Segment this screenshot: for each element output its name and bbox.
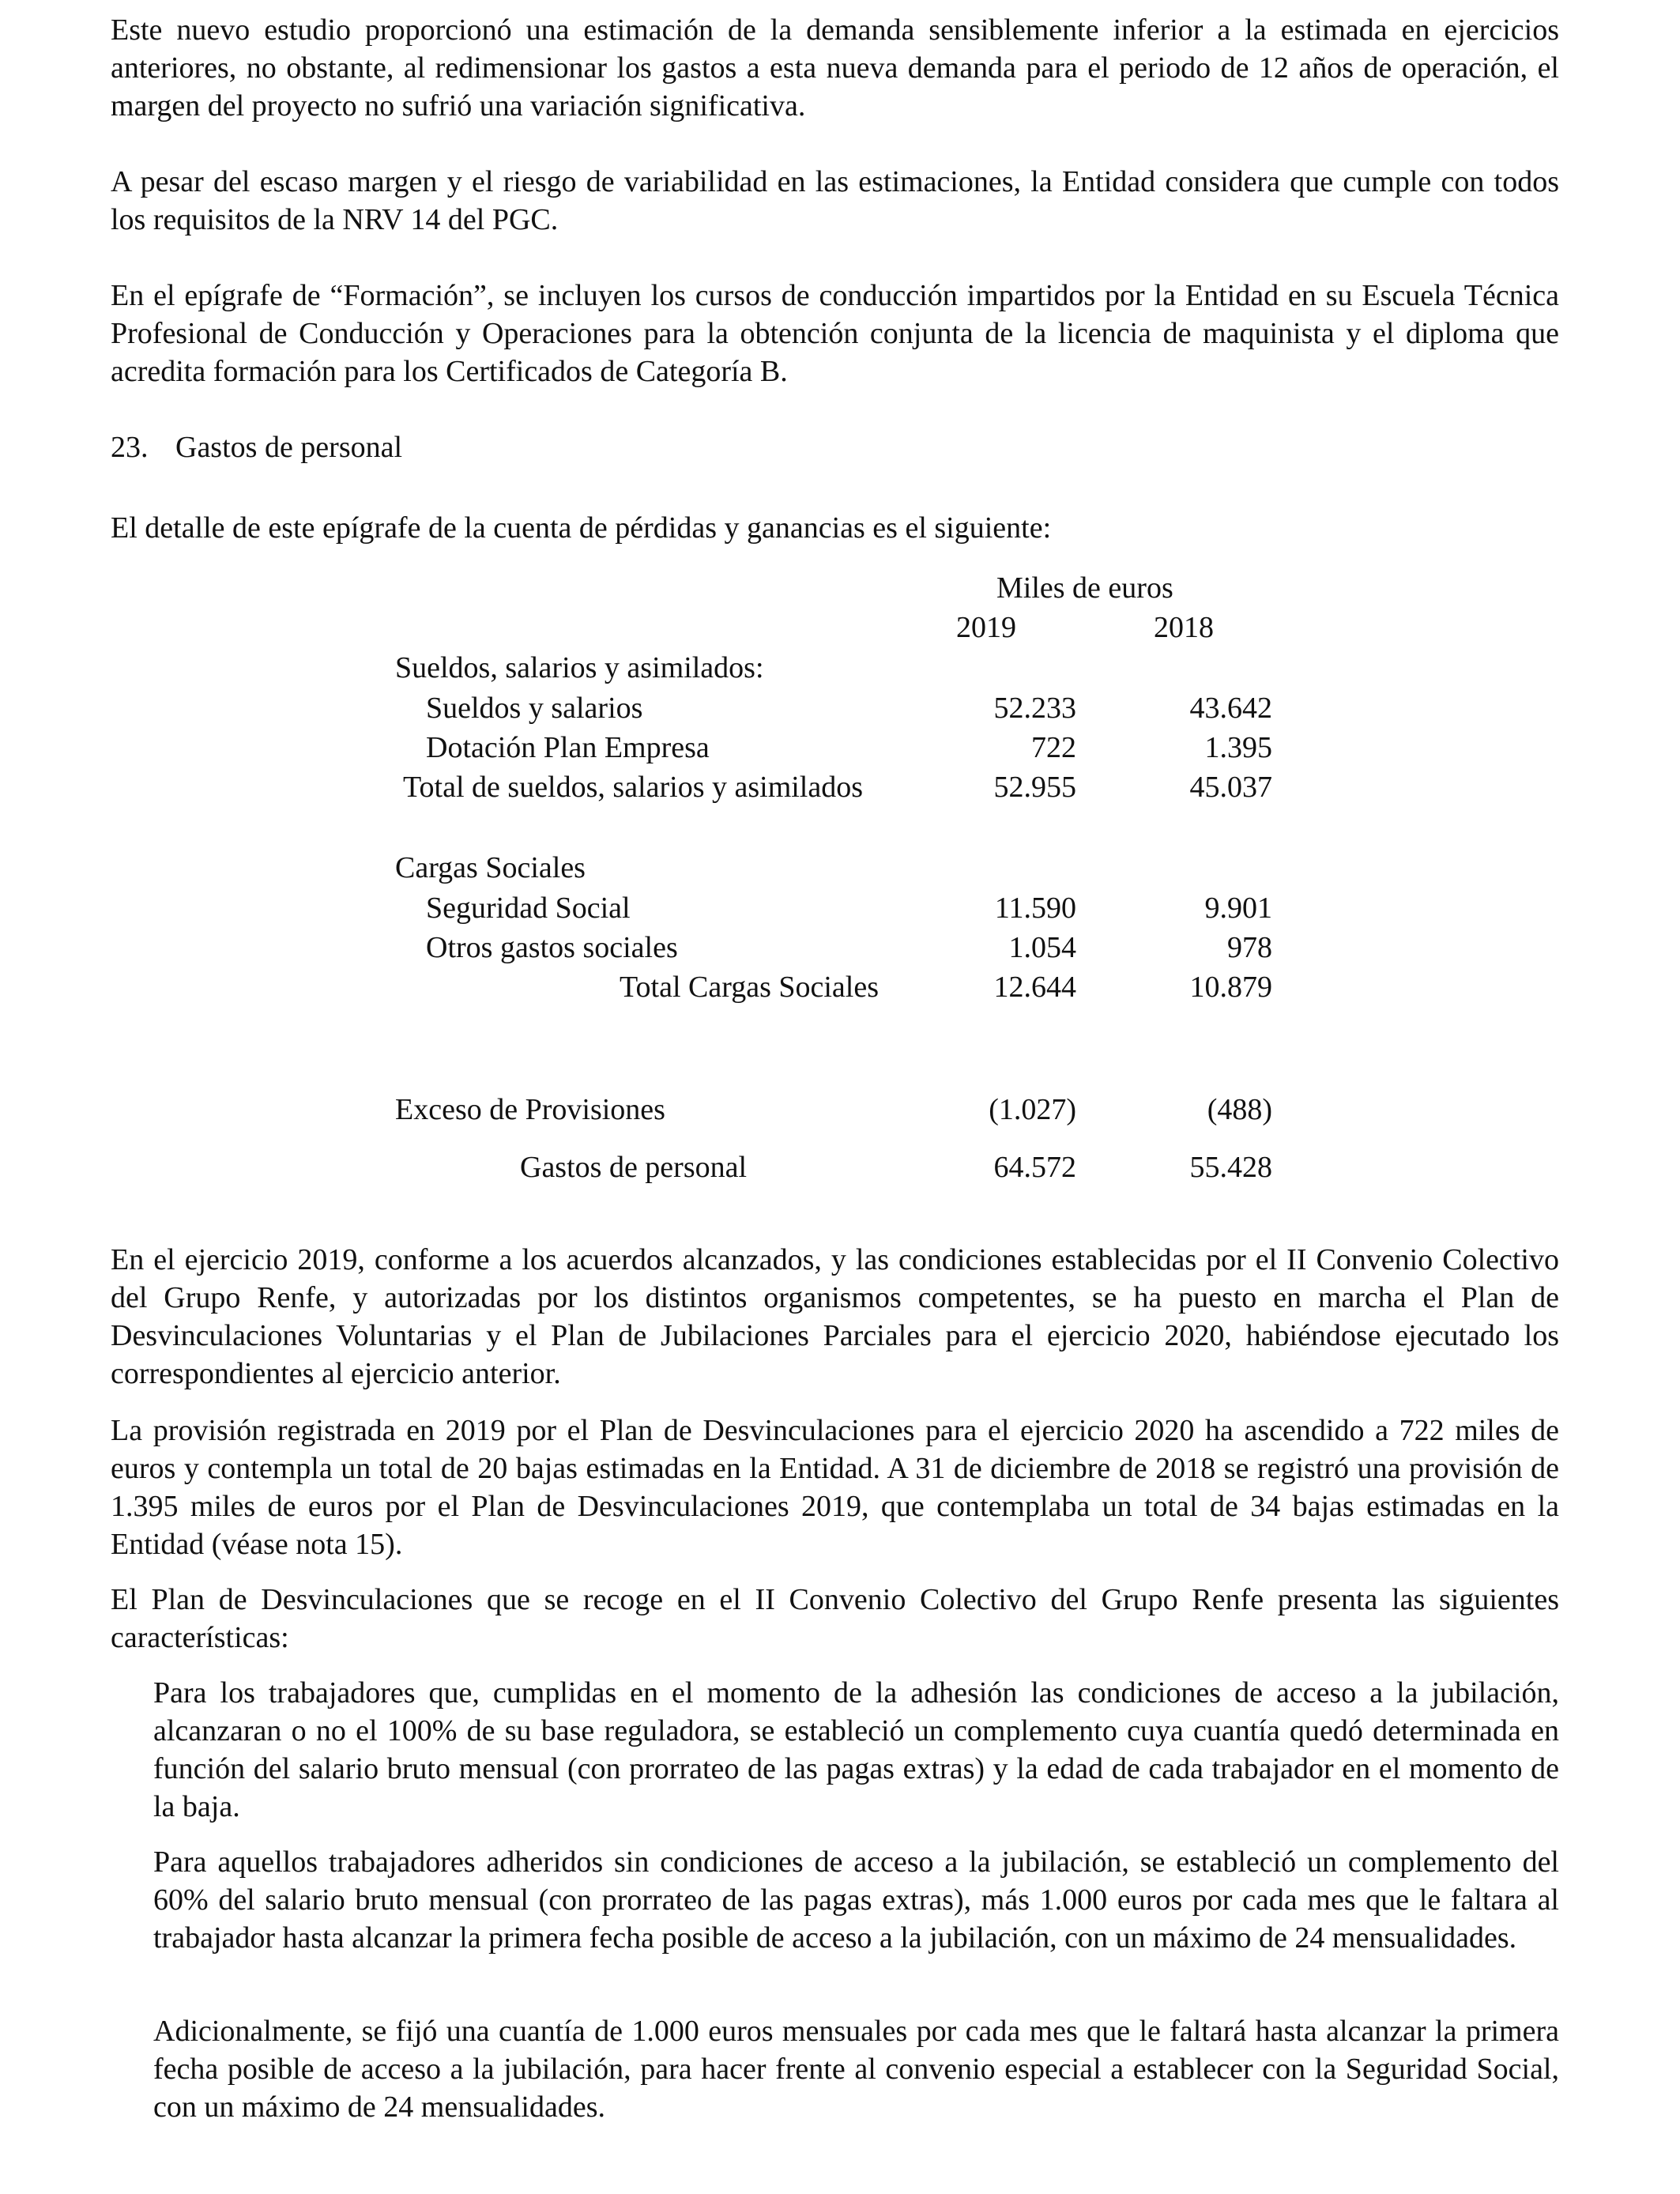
row-label-provisions: Exceso de Provisiones <box>395 1093 665 1126</box>
year-header-2019: 2019 <box>956 611 1016 644</box>
row-value-2019: 52.233 <box>993 692 1076 725</box>
row-value-2018: 9.901 <box>1204 892 1272 925</box>
row-value-2019: 52.955 <box>993 771 1076 804</box>
indented-paragraph-jubilacion: Para los trabajadores que, cumplidas en el momento de la adhesión las condiciones de acceso a la jubilación, alcanzaran o no el 100% de su base reguladora, se estableció un complemento cuya cuantía quedó determinada en función del salario bruto mensual (con prorrateo de las pagas extras) y la edad de cada trabajador en el momento de la baja. <box>153 1676 1559 1823</box>
row-value-2018: (488) <box>1207 1093 1272 1126</box>
row-label-total-social: Total Cargas Sociales <box>619 971 879 1004</box>
paragraph-demand-study: Este nuevo estudio proporcionó una estimación de la demanda sensiblemente inferior a la estimada en ejercicios anteriores, no obstante, al redimensionar los gastos a esta nueva demanda para el periodo de 12 años de operación, el margen del proyecto no sufrió una variación significativa. <box>111 13 1559 123</box>
year-header-2018: 2018 <box>1154 611 1214 644</box>
row-value-2019: 1.054 <box>1008 931 1076 964</box>
paragraph-plan-features: El Plan de Desvinculaciones que se recoge en el II Convenio Colectivo del Grupo Renfe presenta las siguientes características: <box>111 1583 1559 1654</box>
table-intro: El detalle de este epígrafe de la cuenta de pérdidas y ganancias es el siguiente: <box>111 511 1052 545</box>
row-value-2018: 1.395 <box>1204 731 1272 764</box>
row-label-dotacion: Dotación Plan Empresa <box>426 731 710 764</box>
row-value-2019: 722 <box>1031 731 1076 764</box>
row-value-2019: 12.644 <box>993 971 1076 1004</box>
row-value-2019: 11.590 <box>994 892 1076 925</box>
row-label-seguridad-social: Seguridad Social <box>426 892 631 925</box>
row-label-otros-gastos: Otros gastos sociales <box>426 931 678 964</box>
paragraph-provision: La provisión registrada en 2019 por el Plan de Desvinculaciones para el ejercicio 2020 ha ascendido a 722 miles de euros y contempla un total de 20 bajas estimadas en la Entidad. A 31 de diciembre de 2018 se registró una provisión de 1.395 miles de euros por el Plan de Desvinculaciones 2019, que contemplaba un total de 34 bajas estimadas en la Entidad (véase nota 15). <box>111 1414 1559 1561</box>
row-value-2018: 10.879 <box>1189 971 1272 1004</box>
row-value-2019: 64.572 <box>993 1151 1076 1184</box>
indented-paragraph-sin-condiciones: Para aquellos trabajadores adheridos sin condiciones de acceso a la jubilación, se estableció un complemento del 60% del salario bruto mensual (con prorrateo de las pagas extras), más 1.000 euros por cada mes que le faltara al trabajador hasta alcanzar la primera fecha posible de acceso a la jubilación, con un máximo de 24 mensualidades. <box>153 1845 1559 1955</box>
section-heading <box>111 428 402 466</box>
table-unit-header: Miles de euros <box>996 571 1173 605</box>
row-label-total-salaries: Total de sueldos, salarios y asimilados <box>403 771 864 804</box>
section-title: Gastos de personal <box>175 431 403 464</box>
paragraph-nrv14: A pesar del escaso margen y el riesgo de variabilidad en las estimaciones, la Entidad considera que cumple con todos los requisitos de la NRV 14 del PGC. <box>111 165 1559 236</box>
row-label-grand-total: Gastos de personal <box>520 1151 748 1184</box>
row-label-sueldos: Sueldos y salarios <box>426 692 643 725</box>
indented-paragraph-adicionalmente: Adicionalmente, se fijó una cuantía de 1.000 euros mensuales por cada mes que le faltará hasta alcanzar la primera fecha posible de acceso a la jubilación, para hacer frente al convenio especial a establecer con la Seguridad Social, con un máximo de 24 mensualidades. <box>153 2015 1559 2124</box>
group-header-salaries: Sueldos, salarios y asimilados: <box>395 651 764 684</box>
group-header-social: Cargas Sociales <box>395 851 586 884</box>
row-value-2018: 45.037 <box>1189 771 1272 804</box>
row-value-2018: 43.642 <box>1189 692 1272 725</box>
paragraph-formacion: En el epígrafe de “Formación”, se incluyen los cursos de conducción impartidos por la Entidad en su Escuela Técnica Profesional de Conducción y Operaciones para la obtención conjunta de la licencia de maquinista y el diploma que acredita formación para los Certificados de Categoría B. <box>111 279 1559 388</box>
row-value-2018: 978 <box>1227 931 1272 964</box>
row-value-2019: (1.027) <box>989 1093 1076 1126</box>
paragraph-convenio: En el ejercicio 2019, conforme a los acuerdos alcanzados, y las condiciones establecidas por el II Convenio Colectivo del Grupo Renfe, y autorizadas por los distintos organismos competentes, se ha puesto en marcha el Plan de Desvinculaciones Voluntarias y el Plan de Jubilaciones Parciales para el ejercicio 2020, habiéndose ejecutado los correspondientes al ejercicio anterior. <box>111 1243 1559 1390</box>
section-number: 23. <box>111 431 149 464</box>
row-value-2018: 55.428 <box>1189 1151 1272 1184</box>
